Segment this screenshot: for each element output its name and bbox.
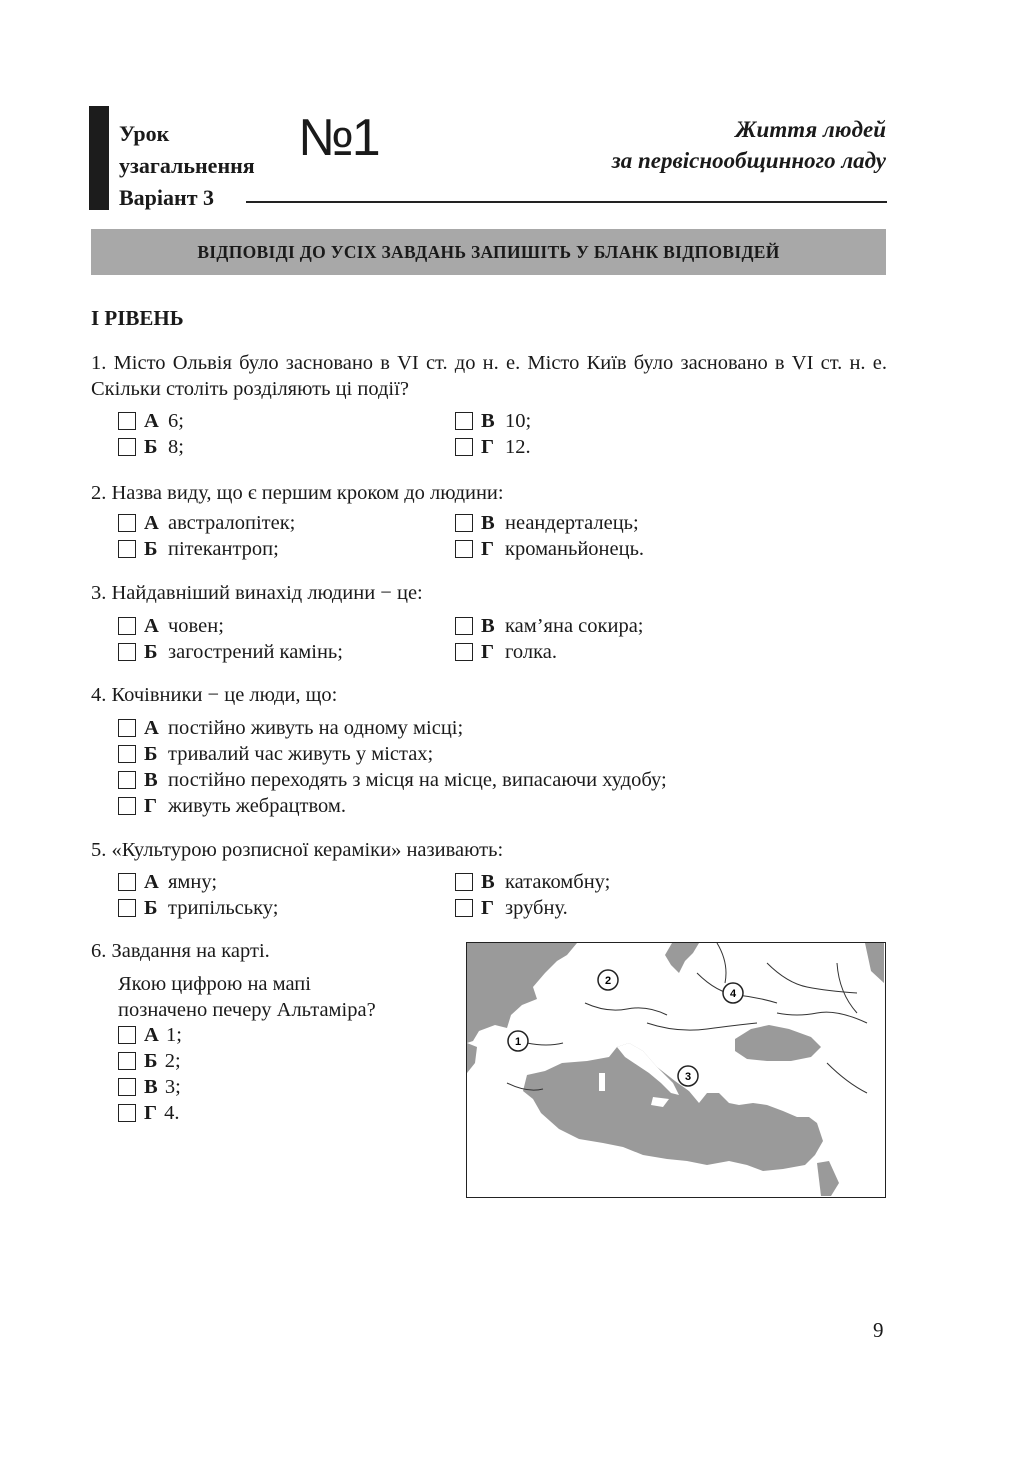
question-5-text: 5. «Культурою розписної кераміки» називають:: [91, 839, 504, 861]
question-6-subtext-1: Якою цифрою на мапі: [118, 973, 311, 995]
map-marker-3: [678, 1066, 698, 1086]
checkbox[interactable]: [118, 514, 136, 532]
q2-option-v[interactable]: В неандерталець;: [455, 510, 639, 536]
question-1-text: 1. Місто Ольвія було засновано в VI ст. до н. е. Місто Київ було засновано в VI ст. н. е. Скільки століть розділяють ці події?: [91, 352, 887, 400]
q4-option-a[interactable]: А постійно живуть на одному місці;: [118, 715, 463, 741]
title-underline: [246, 201, 887, 203]
checkbox[interactable]: [118, 1078, 136, 1096]
svg-text:4: 4: [729, 988, 737, 1000]
question-6-subtext-2: позначено печеру Альтаміра?: [118, 999, 376, 1021]
question-6-text: 6. Завдання на карті.: [91, 940, 270, 962]
checkbox[interactable]: [118, 745, 136, 763]
map-marker-1: [508, 1031, 528, 1051]
map-marker-4: [723, 983, 743, 1003]
checkbox[interactable]: [455, 412, 473, 430]
q4-option-v[interactable]: В постійно переходять з місця на місце, випасаючи худобу;: [118, 767, 667, 793]
checkbox[interactable]: [455, 873, 473, 891]
q4-option-h[interactable]: Г живуть жебрацтвом.: [118, 793, 346, 819]
checkbox[interactable]: [118, 1026, 136, 1044]
lesson-number: №1: [298, 109, 379, 167]
q1-option-v[interactable]: В 10;: [455, 408, 531, 434]
q6-option-v[interactable]: В 3;: [118, 1074, 181, 1100]
lesson-marker-bar: [89, 106, 109, 210]
checkbox[interactable]: [118, 1104, 136, 1122]
q5-option-h[interactable]: Г зрубну.: [455, 895, 568, 921]
svg-text:3: 3: [684, 1071, 692, 1083]
lesson-line-1: Урок: [119, 121, 170, 146]
checkbox[interactable]: [118, 643, 136, 661]
q3-option-h[interactable]: Г голка.: [455, 639, 557, 665]
q1-option-a[interactable]: А 6;: [118, 408, 184, 434]
map-drawing: [467, 943, 884, 1196]
q6-option-a[interactable]: А 1;: [118, 1022, 182, 1048]
svg-text:2: 2: [604, 975, 612, 987]
checkbox[interactable]: [118, 540, 136, 558]
title-line-2: за первіснообщинного ладу: [611, 148, 886, 173]
europe-map: [466, 942, 886, 1198]
title-line-1: Життя людей: [735, 117, 886, 142]
question-2-text: 2. Назва виду, що є першим кроком до людини:: [91, 482, 504, 504]
question-3-text: 3. Найдавніший винахід людини − це:: [91, 582, 423, 604]
question-5: [91, 837, 887, 863]
checkbox[interactable]: [118, 617, 136, 635]
q3-option-b[interactable]: Б загострений камінь;: [118, 639, 343, 665]
level-heading: І РІВЕНЬ: [91, 306, 184, 330]
checkbox[interactable]: [118, 771, 136, 789]
q2-option-h[interactable]: Г кроманьйонець.: [455, 536, 644, 562]
page-title: [612, 114, 886, 176]
q6-option-h[interactable]: Г 4.: [118, 1100, 180, 1126]
q2-option-b[interactable]: Б пітекантроп;: [118, 536, 279, 562]
question-1: [91, 350, 887, 402]
checkbox[interactable]: [455, 899, 473, 917]
checkbox[interactable]: [455, 617, 473, 635]
q2-option-a[interactable]: А австралопітек;: [118, 510, 295, 536]
q1-option-h[interactable]: Г 12.: [455, 434, 531, 460]
question-3: [91, 580, 887, 606]
checkbox[interactable]: [455, 514, 473, 532]
q5-option-v[interactable]: В катакомбну;: [455, 869, 610, 895]
checkbox[interactable]: [118, 899, 136, 917]
q5-option-b[interactable]: Б трипільську;: [118, 895, 278, 921]
question-4: [91, 682, 887, 708]
checkbox[interactable]: [455, 540, 473, 558]
question-2: [91, 480, 887, 506]
checkbox[interactable]: [118, 719, 136, 737]
q1-option-b[interactable]: Б 8;: [118, 434, 184, 460]
q3-option-v[interactable]: В кам’яна сокира;: [455, 613, 644, 639]
checkbox[interactable]: [118, 438, 136, 456]
lesson-line-3: Варіант 3: [119, 185, 215, 210]
svg-text:1: 1: [514, 1036, 522, 1048]
checkbox[interactable]: [455, 643, 473, 661]
checkbox[interactable]: [118, 873, 136, 891]
q3-option-a[interactable]: А човен;: [118, 613, 224, 639]
instructions-banner: ВІДПОВІДІ ДО УСІХ ЗАВДАНЬ ЗАПИШІТЬ У БЛАНК ВІДПОВІДЕЙ: [91, 229, 886, 275]
map-marker-2: [598, 970, 618, 990]
checkbox[interactable]: [118, 797, 136, 815]
q5-option-a[interactable]: А ямну;: [118, 869, 217, 895]
lesson-line-2: узагальнення: [119, 153, 255, 178]
q4-option-b[interactable]: Б тривалий час живуть у містах;: [118, 741, 433, 767]
lesson-label: [119, 118, 255, 214]
checkbox[interactable]: [118, 412, 136, 430]
page-number: 9: [873, 1318, 884, 1342]
question-4-text: 4. Кочівники − це люди, що:: [91, 684, 338, 706]
checkbox[interactable]: [455, 438, 473, 456]
q6-option-b[interactable]: Б 2;: [118, 1048, 181, 1074]
checkbox[interactable]: [118, 1052, 136, 1070]
